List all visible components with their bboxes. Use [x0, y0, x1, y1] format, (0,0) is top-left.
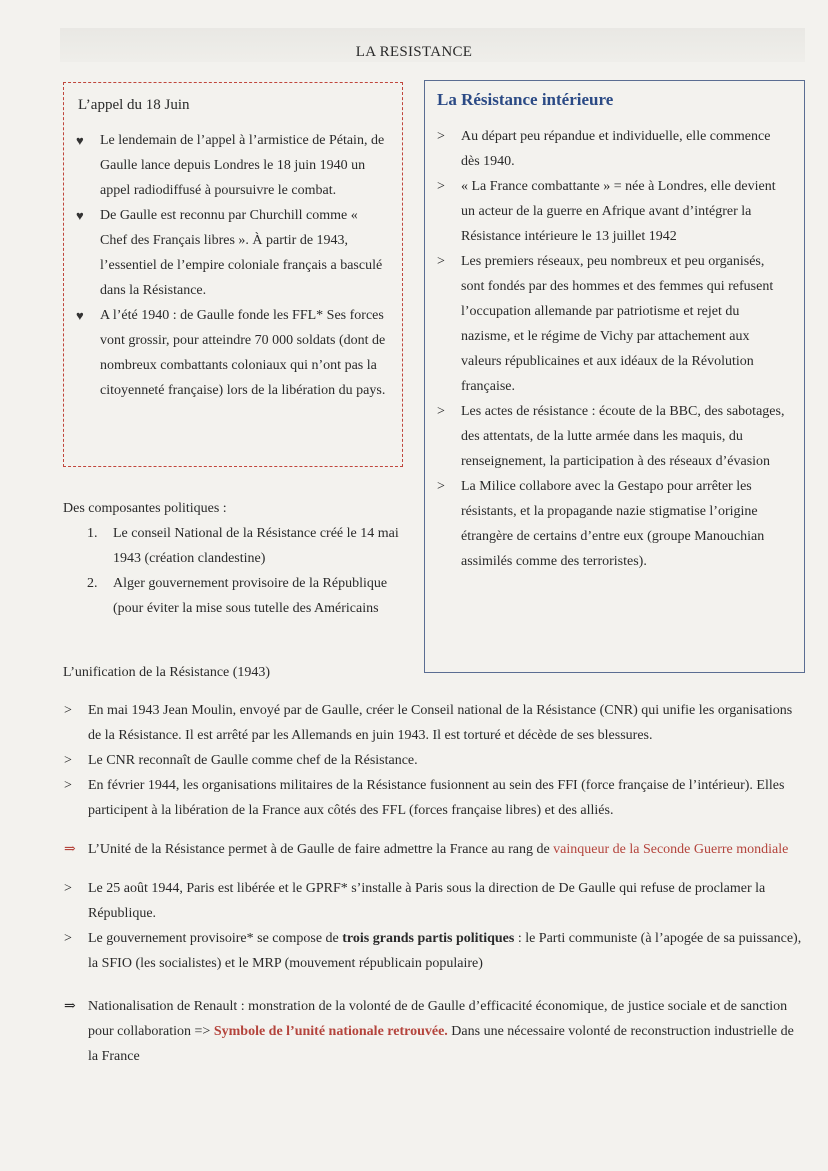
composantes-section [63, 496, 408, 621]
list-item: > En février 1944, les organisations militaires de la Résistance fusionnent au sein des FFI (force française de l’intérieur). Elles participent à la libération de la France aux côtés des FFL (forces française libres) et des alliés. [60, 773, 805, 823]
list-item: ♥ De Gaulle est reconnu par Churchill comme « Chef des Français libres ». À partir de 1943, l’essentiel de l’empire coloniale français a basculé dans la Résistance. [74, 203, 388, 303]
list-item: > Le gouvernement provisoire* se compose de trois grands partis politiques : le Parti communiste (à l’apogée de sa puissance), la SFIO (les socialistes) et le MRP (mouvement républicain populaire) [60, 926, 805, 976]
chevron-icon: > [437, 129, 445, 144]
interieure-heading: La Résistance intérieure [437, 90, 614, 109]
highlight-unite: Symbole de l’unité nationale retrouvée. [213, 1024, 448, 1039]
chevron-icon: > [64, 931, 72, 946]
composantes-list [63, 521, 408, 621]
list-item: > Au départ peu répandue et individuelle, elle commence dès 1940. [433, 124, 790, 174]
list-item: > Les premiers réseaux, peu nombreux et peu organisés, sont fondés par des hommes et des femmes qui refusent l’occupation allemande par patriotisme et rejet du nazisme, et le régime de Vichy par attachement aux valeurs républicaines et aux idéaux de la Révolution française. [433, 249, 790, 399]
conclusion-item: ⇒ L’Unité de la Résistance permet à de Gaulle de faire admettre la France au rang de vainqueur de la Seconde Guerre mondiale [60, 837, 805, 862]
list-item: 2. Alger gouvernement provisoire de la République (pour éviter la mise sous tutelle des Américains [87, 576, 388, 616]
composantes-heading: Des composantes politiques : [63, 501, 227, 516]
list-item: > « La France combattante » = née à Londres, elle devient un acteur de la guerre en Afrique avant d’intégrer la Résistance intérieure le 13 juillet 1942 [433, 174, 790, 249]
chevron-icon: > [437, 479, 445, 494]
unification-list [60, 698, 805, 1069]
list-item: > Les actes de résistance : écoute de la BBC, des sabotages, des attentats, de la lutte armée dans les maquis, du renseignement, la participation à des réseaux d’évasion [433, 399, 790, 474]
renault-item: ⇒ Nationalisation de Renault : monstration de la volonté de de Gaulle d’efficacité économique, de justice sociale et de sanction pour collaboration => Symbole de l’unité nationale retrouvée. Dans une nécessaire volonté de reconstruction industrielle de la France [60, 994, 805, 1069]
chevron-icon: > [64, 753, 72, 768]
list-item: ♥ Le lendemain de l’appel à l’armistice de Pétain, de Gaulle lance depuis Londres le 18 juin 1940 un appel radiodiffusé à poursuivre le combat. [74, 128, 388, 203]
list-item: ♥ A l’été 1940 : de Gaulle fonde les FFL* Ses forces vont grossir, pour atteindre 70 000 soldats (dont de nombreux combattants coloniaux qui n’ont pas la citoyenneté française) lors de la libération du pays. [74, 303, 388, 403]
heart-icon: ♥ [76, 133, 84, 148]
chevron-icon: > [437, 179, 445, 194]
appel-list [74, 128, 388, 403]
resistance-interieure-box [424, 80, 805, 673]
list-item: > Le 25 août 1944, Paris est libérée et le GPRF* s’installe à Paris sous la direction de De Gaulle qui refuse de proclamer la République. [60, 876, 805, 926]
heart-icon: ♥ [76, 308, 84, 323]
appel-box [63, 82, 403, 467]
interieure-list [433, 124, 790, 574]
arrow-icon: ⇒ [64, 999, 76, 1014]
unification-heading: L’unification de la Résistance (1943) [63, 665, 271, 680]
arrow-icon: ⇒ [64, 842, 76, 857]
list-item: > Le CNR reconnaît de Gaulle comme chef de la Résistance. [60, 748, 805, 773]
appel-heading: L’appel du 18 Juin [78, 97, 190, 113]
list-item: > En mai 1943 Jean Moulin, envoyé par de Gaulle, créer le Conseil national de la Résistance (CNR) qui unifie les organisations de la Résistance. Il est arrêté par les Allemands en juin 1943. Il est torturé et décède de ses blessures. [60, 698, 805, 748]
list-item: > La Milice collabore avec la Gestapo pour arrêter les résistants, et la propagande nazie stigmatise l’origine étrangère de certains d’entre eux (groupe Manouchian assimilés comme des terroristes). [433, 474, 790, 574]
heart-icon: ♥ [76, 208, 84, 223]
chevron-icon: > [437, 404, 445, 419]
chevron-icon: > [437, 254, 445, 269]
chevron-icon: > [64, 881, 72, 896]
highlight-vainqueur: vainqueur de la Seconde Guerre mondiale [553, 842, 789, 857]
page-title: LA RESISTANCE [355, 44, 473, 60]
list-item: 1. Le conseil National de la Résistance créé le 14 mai 1943 (création clandestine) [87, 526, 399, 566]
chevron-icon: > [64, 778, 72, 793]
chevron-icon: > [64, 703, 72, 718]
